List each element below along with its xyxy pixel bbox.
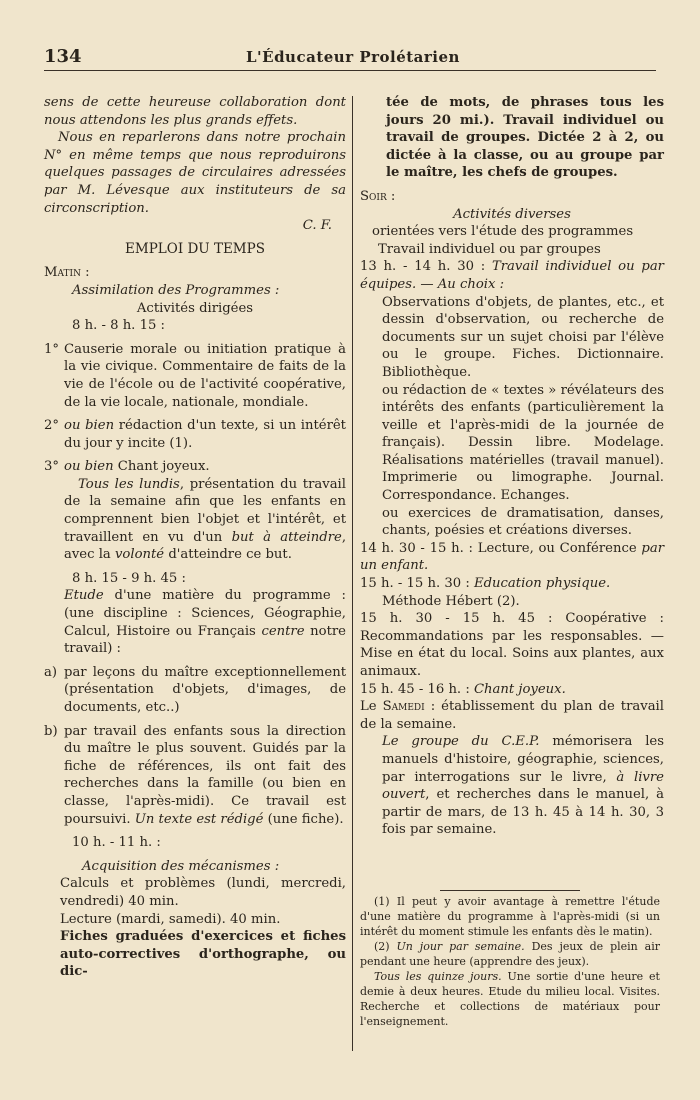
schedule-line: Fiches graduées d'exercices et fiches auto-correctives d'orthographe, ou dic-: [60, 929, 346, 980]
footnote: Tous les quinze jours. Une sortie d'une heure et demie à deux heures. Etude du milieu local. Visites. Recherche et collections de matériaux pour l'enseignement.: [360, 970, 660, 1028]
activites-dirigees: Activités dirigées: [136, 300, 254, 316]
item-text: ou bien rédaction d'un texte, si un intérêt du jour y incite (1).: [64, 418, 346, 451]
intro-paragraph: Nous en reparlerons dans notre prochain N° en même temps que nous reproduirons quelques passages de circulaires adressées par M. Lévesque aux instituteurs de sa circonscription.: [44, 130, 346, 216]
time-slot: 15 h. 45 - 16 h. : Chant joyeux.: [360, 681, 566, 697]
list-item: [44, 664, 346, 717]
schedule-line: Lecture (mardi, samedi). 40 min.: [60, 911, 281, 927]
footnote-rule: [440, 890, 580, 891]
cep-paragraph: Le groupe du C.E.P. mémorisera les manuels d'histoire, géographie, sciences, par interrogations sur le livre, à livre ouvert, et recherches dans le manuel, à partir de mars, de 13 h. 45 à 14 h. 30, 3 fois par semaine.: [382, 734, 664, 838]
signature: C. F.: [302, 218, 332, 234]
item-number: 2°: [44, 418, 59, 434]
time-slot: 10 h. - 11 h. :: [72, 835, 161, 851]
item-number: 3°: [44, 459, 59, 475]
schedule-line: Calculs et problèmes (lundi, mercredi, vendredi) 40 min.: [60, 876, 346, 909]
item-letter: b): [44, 723, 58, 739]
footnote: (1) Il peut y avoir avantage à remettre l'étude d'une matière du programme à l'après-midi (si un intérêt du moment stimule les enfants dès le matin).: [360, 895, 660, 938]
time-slot: 8 h. 15 - 9 h. 45 :: [72, 570, 186, 586]
list-item: [44, 417, 346, 452]
list-item: [44, 458, 346, 476]
time-slot: 8 h. - 8 h. 15 :: [72, 318, 165, 334]
activity-paragraph: Observations d'objets, de plantes, etc., et dessin d'observation, ou recherche de documents sur un sujet choisi par l'élève ou le groupe. Fiches. Dictionnaire. Bibliothèque.: [382, 294, 664, 380]
activites-diverses: Activités diverses: [453, 206, 571, 222]
column-divider: [352, 96, 353, 1051]
item-text: Causerie morale ou initiation pratique à la vie civique. Commentaire de faits de la vie de l'école ou de l'activité coopérative, de la vie locale, nationale, mondiale.: [64, 341, 346, 410]
acquisition-heading: Acquisition des mécanismes :: [82, 858, 280, 874]
time-slot: 15 h. - 15 h. 30 : Education physique.: [360, 576, 611, 592]
time-slot: 14 h. 30 - 15 h. : Lecture, ou Conférence par un enfant.: [360, 540, 664, 574]
header-rule: [44, 70, 656, 71]
footnote: (2) Un jour par semaine. Des jeux de plein air pendant une heure (apprendre des jeux).: [360, 940, 660, 968]
list-item: [44, 341, 346, 411]
matin-label: Matin :: [44, 265, 90, 281]
footnotes: [360, 894, 660, 1029]
journal-title: L'Éducateur Prolétarien: [246, 48, 460, 66]
activity-paragraph: ou rédaction de « textes » révélateurs des intérêts des enfants (particulièrement la veille et l'après-midi de la journée de français). Dessin libre. Modelage. Réalisations matérielles (travail manuel). Imprimerie ou limographe. Journal. Correspondance. Echanges.: [382, 382, 664, 504]
item-number: 1°: [44, 341, 59, 357]
intro-paragraph-end: sens de cette heureuse collaboration dont nous attendons les plus grands effets.: [44, 95, 346, 128]
lundi-paragraph: Tous les lundis, présentation du travail de la semaine afin que les enfants en comprennent bien l'objet et l'intérêt, et travaillent en vu d'un but à atteindre, avec la volonté d'atteindre ce but.: [64, 476, 347, 563]
page-number: 134: [44, 46, 82, 67]
page-header: [44, 46, 656, 70]
item-text: par leçons du maître exceptionnellement (présentation d'objets, d'images, de documents, etc..): [64, 664, 346, 715]
time-slot: 15 h. 30 - 15 h. 45 : Coopérative : Recommandations par les responsables. — Mise en état du local. Soins aux plantes, aux animaux.: [360, 611, 664, 679]
samedi-paragraph: Le Samedi : établissement du plan de travail de la semaine.: [360, 699, 664, 732]
item-text: ou bien Chant joyeux.: [64, 459, 210, 475]
etude-paragraph: Etude d'une matière du programme : (une discipline : Sciences, Géographie, Calcul, Histoire ou Français centre notre travail) :: [64, 588, 346, 657]
assimilation-heading: Assimilation des Programmes :: [72, 282, 280, 298]
schedule-line: Méthode Hébert (2).: [382, 593, 520, 609]
activity-paragraph: ou exercices de dramatisation, danses, chants, poésies et créations diverses.: [382, 505, 664, 539]
section-heading: EMPLOI DU TEMPS: [125, 240, 265, 257]
continued-paragraph: tée de mots, de phrases tous les jours 20 mi.). Travail individuel ou travail de groupes. Dictée 2 à 2, ou dictée à la classe, ou au groupe par le maître, les chefs de groupes.: [386, 95, 664, 181]
right-column: [360, 94, 664, 839]
item-text: par travail des enfants sous la direction du maître le plus souvent. Guidés par la fiche de références, ils ont fait des recherches dans la famille (ou bien en classe, l'après-midi). Ce travail est poursuivi. Un texte est rédigé (une fiche).: [64, 723, 346, 827]
schedule-line: Travail individuel ou par groupes: [378, 241, 601, 257]
time-slot: 13 h. - 14 h. 30 : Travail individuel ou par équipes. — Au choix :: [360, 259, 664, 292]
schedule-line: orientées vers l'étude des programmes: [372, 224, 634, 240]
soir-label: Soir :: [360, 188, 396, 204]
list-item: [44, 723, 346, 829]
item-letter: a): [44, 664, 58, 680]
left-column: [44, 94, 346, 981]
